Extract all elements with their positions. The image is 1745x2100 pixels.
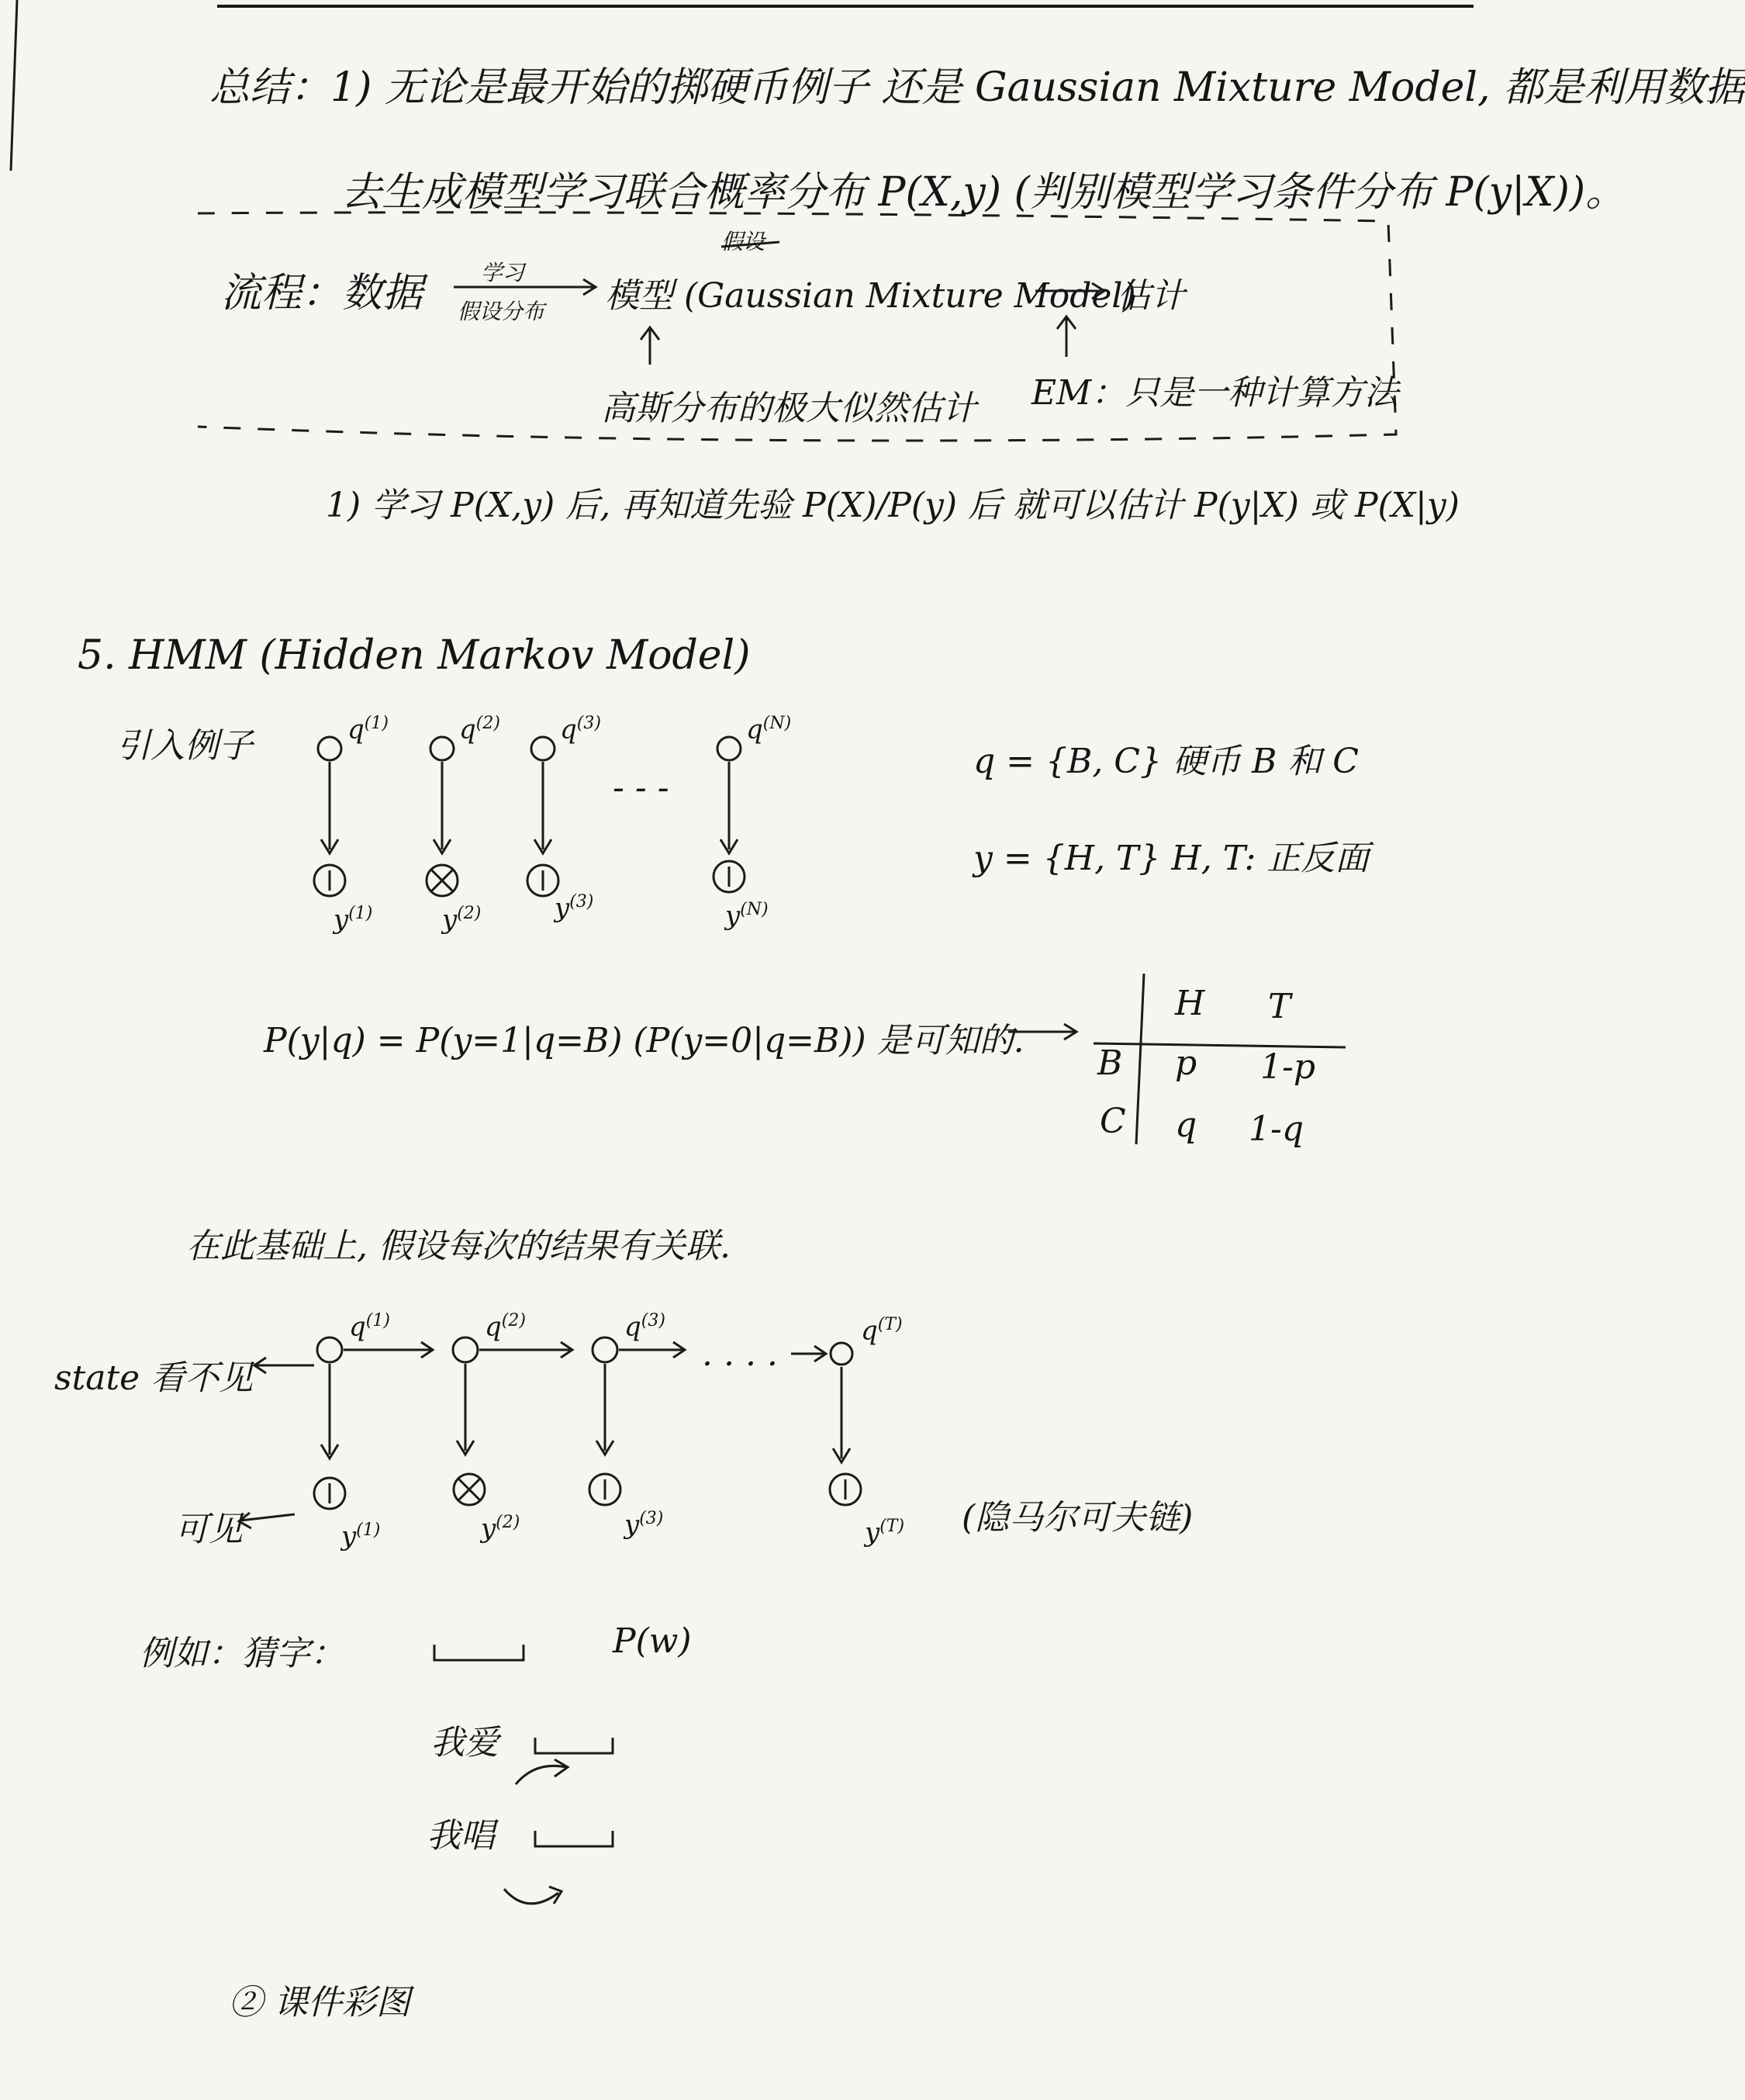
visible-label: 可见 bbox=[174, 1510, 243, 1549]
chain-y-1: $y^{(1)}$ bbox=[341, 1521, 381, 1552]
flow-label: 流程：数据 bbox=[221, 270, 423, 317]
table-cell-c-h: q bbox=[1175, 1105, 1197, 1145]
table-cell-c-t: 1-q bbox=[1249, 1109, 1304, 1149]
y-node-1: $y^{(1)}$ bbox=[333, 904, 373, 936]
q-node-2: $q^{(2)}$ bbox=[459, 714, 500, 746]
pw-label: P(w) bbox=[613, 1621, 692, 1661]
state-label: state 看不见 bbox=[54, 1358, 254, 1398]
flow-strike-text: 假设 bbox=[721, 229, 765, 254]
flow-arrow-top: 学习 bbox=[481, 260, 525, 285]
table-row-b: B bbox=[1097, 1043, 1123, 1083]
footnote: ② 课件彩图 bbox=[229, 1983, 410, 2022]
summary-line-1: 总结：1) 无论是最开始的掷硬币例子 还是 Gaussian Mixture Model, 都是利用数据 bbox=[209, 64, 1745, 111]
q-nodes-ellipsis: - - - bbox=[613, 768, 669, 808]
emission-probability: P(y|q) = P(y=1|q=B) (P(y=0|q=B)) 是可知的. bbox=[264, 1021, 1025, 1060]
y-definition: y = {H, T} H, T: 正反面 bbox=[973, 839, 1370, 878]
flow-model: 模型 (Gaussian Mixture Model) bbox=[605, 276, 1136, 316]
table-cell-b-t: 1-p bbox=[1260, 1047, 1316, 1087]
table-cell-b-h: p bbox=[1175, 1043, 1197, 1083]
chain-q-1: $q^{(1)}$ bbox=[349, 1311, 390, 1343]
chain-y-t: $y^{(T)}$ bbox=[865, 1517, 905, 1548]
chain-ellipsis: . . . . bbox=[702, 1334, 778, 1374]
flow-em: EM：只是一种计算方法 bbox=[1031, 373, 1399, 413]
q-node-3: $q^{(3)}$ bbox=[560, 714, 601, 746]
q-node-1: $q^{(1)}$ bbox=[347, 714, 389, 746]
y-node-2: $y^{(2)}$ bbox=[442, 904, 482, 936]
assumption-text: 在此基础上, 假设每次的结果有关联. bbox=[186, 1226, 731, 1266]
chain-y-2: $y^{(2)}$ bbox=[481, 1513, 520, 1545]
y-node-n: $y^{(N)}$ bbox=[725, 900, 769, 932]
table-col-h: H bbox=[1175, 984, 1205, 1023]
example-label: 例如：猜字： bbox=[140, 1634, 344, 1673]
chain-q-2: $q^{(2)}$ bbox=[485, 1311, 526, 1343]
y-node-3: $y^{(3)}$ bbox=[555, 892, 594, 924]
flow-estimate: 估计 bbox=[1117, 276, 1185, 316]
hmm-title: 5. HMM (Hidden Markov Model) bbox=[78, 632, 751, 679]
word-example-2: 我唱 bbox=[427, 1816, 495, 1856]
chain-y-3: $y^{(3)}$ bbox=[624, 1509, 664, 1541]
chain-q-t: $q^{(T)}$ bbox=[861, 1315, 903, 1347]
table-row-c: C bbox=[1100, 1102, 1126, 1141]
flow-mle: 高斯分布的极大似然估计 bbox=[601, 389, 976, 428]
q-definition: q = {B, C} 硬币 B 和 C bbox=[973, 742, 1359, 781]
chain-name: (隐马尔可夫链) bbox=[962, 1498, 1194, 1538]
summary-line-2: 去生成模型学习联合概率分布 P(X,y) (判别模型学习条件分布 P(y|X))。 bbox=[341, 169, 1626, 216]
table-col-t: T bbox=[1268, 987, 1291, 1026]
chain-q-3: $q^{(3)}$ bbox=[624, 1311, 665, 1343]
word-example-1: 我爱 bbox=[430, 1723, 499, 1763]
summary-line-3: 1) 学习 P(X,y) 后, 再知道先验 P(X)/P(y) 后 就可以估计 P(y|X) 或 P(X|y) bbox=[326, 486, 1460, 525]
q-node-n: $q^{(N)}$ bbox=[746, 714, 792, 746]
hmm-intro: 引入例子 bbox=[116, 726, 253, 766]
flow-arrow-bottom: 假设分布 bbox=[458, 299, 545, 324]
